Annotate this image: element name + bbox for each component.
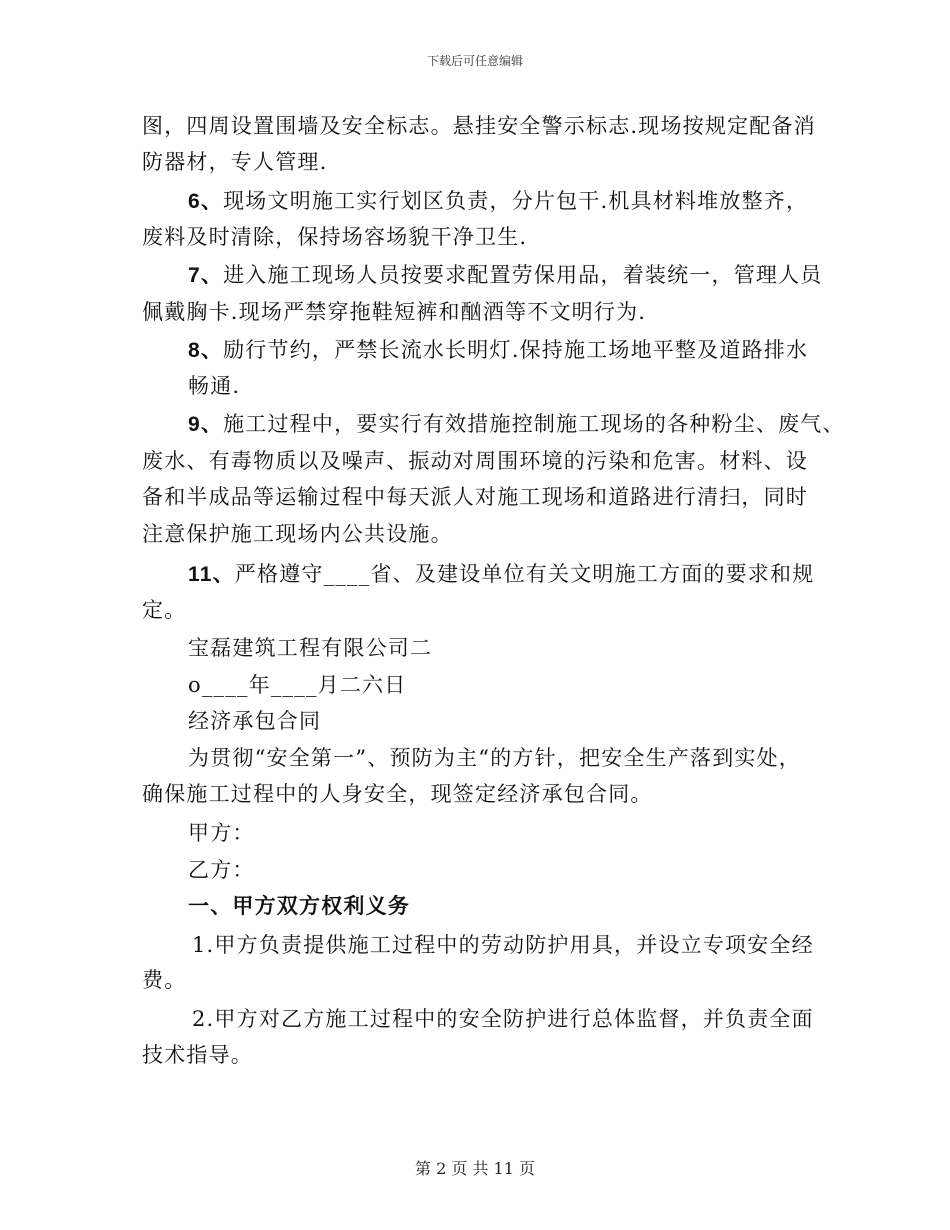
item-7 xyxy=(188,261,823,290)
item-9 xyxy=(188,410,845,439)
body-line-24: 费。 xyxy=(142,968,187,992)
section-heading-1: 一、甲方双方权利义务 xyxy=(188,893,410,918)
body-line-26: 技术指导。 xyxy=(142,1043,253,1067)
party-a-label: 甲方： xyxy=(188,821,255,845)
item-number: 9、 xyxy=(188,413,224,436)
item-number: 8、 xyxy=(188,339,224,362)
item-8 xyxy=(188,336,808,365)
body-line-1: 图，四周设置围墙及安全标志。悬挂安全警示标志.现场按规定配备消 xyxy=(142,114,816,138)
body-line-2: 防器材，专人管理. xyxy=(142,150,328,174)
contract-title: 经济承包合同 xyxy=(188,709,322,733)
date-line: o____年____月二六日 xyxy=(188,673,407,697)
body-line-11: 备和半成品等运输过程中每天派人对施工现场和道路进行清扫，同时 xyxy=(142,485,808,509)
item-text: 现场文明施工实行划区负责，分片包干.机具材料堆放整齐， xyxy=(223,189,809,213)
company-name: 宝磊建筑工程有限公司二 xyxy=(188,636,433,660)
body-line-10: 废水、有毒物质以及噪声、振动对周围环境的污染和危害。材料、设 xyxy=(142,449,808,473)
clause-1: 1.甲方负责提供施工过程中的劳动防护用具，并设立专项安全经 xyxy=(192,933,814,957)
page-header-note: 下载后可任意编辑 xyxy=(426,54,523,68)
item-number: 7、 xyxy=(188,264,224,287)
body-line-14: 定。 xyxy=(142,598,187,622)
body-line-12: 注意保护施工现场内公共设施。 xyxy=(142,522,453,546)
body-line-6: 佩戴胸卡.现场严禁穿拖鞋短裤和酗酒等不文明行为. xyxy=(142,300,647,324)
item-number: 6、 xyxy=(188,190,224,213)
body-line-18: 为贯彻“安全第一”、预防为主“的方针，把安全生产落到实处， xyxy=(188,746,802,770)
page-footer-number: 第 2 页 共 11 页 xyxy=(415,1159,535,1178)
item-11 xyxy=(188,560,814,589)
clause-2: 2.甲方对乙方施工过程中的安全防护进行总体监督，并负责全面 xyxy=(192,1007,814,1031)
body-line-8: 畅通. xyxy=(188,374,241,398)
item-number: 11、 xyxy=(188,563,235,586)
item-text: 严格遵守____省、及建设单位有关文明施工方面的要求和规 xyxy=(234,562,815,586)
item-text: 进入施工现场人员按要求配置劳保用品，着装统一，管理人员 xyxy=(223,263,823,287)
body-line-4: 废料及时清除，保持场容场貌干净卫生. xyxy=(142,225,528,249)
party-b-label: 乙方： xyxy=(188,858,255,882)
item-text: 励行节约，严禁长流水长明灯.保持施工场地平整及道路排水 xyxy=(223,338,809,362)
item-6 xyxy=(188,187,808,216)
body-line-19: 确保施工过程中的人身安全，现签定经济承包合同。 xyxy=(142,782,653,806)
item-text: 施工过程中，要实行有效措施控制施工现场的各种粉尘、废气、 xyxy=(223,412,845,436)
